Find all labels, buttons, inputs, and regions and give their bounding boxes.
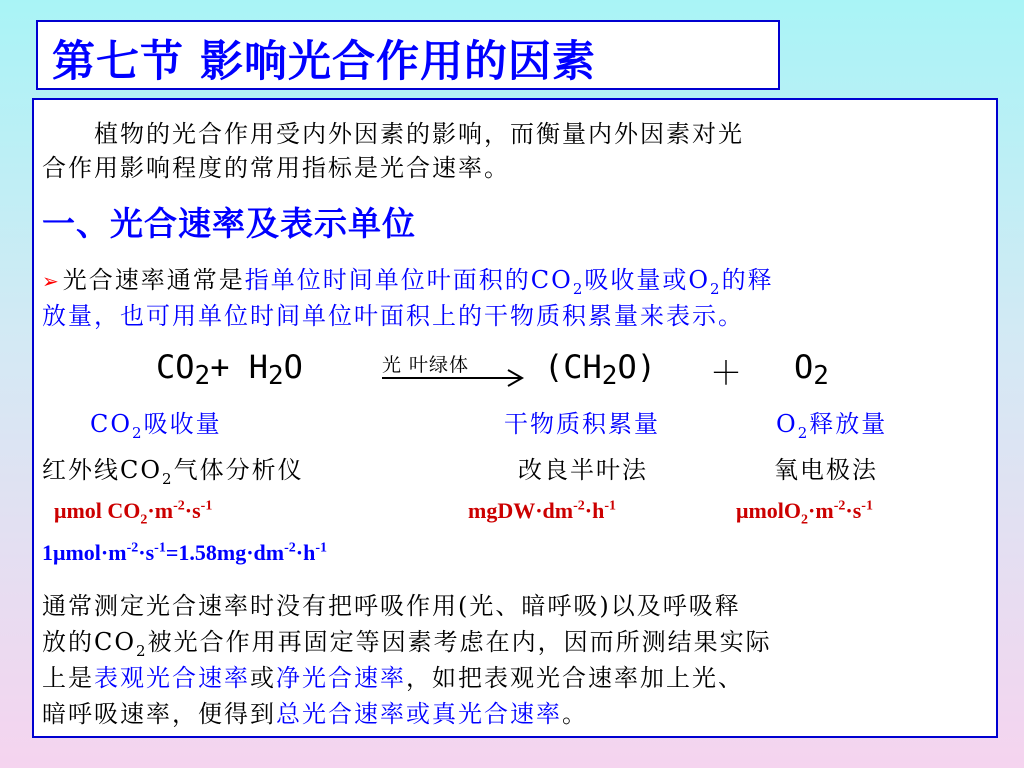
apparent-rate: 表观光合速率 — [94, 664, 250, 692]
method-infrared: 红外线$CO_2$气体分析仪 — [42, 456, 304, 488]
title-box — [36, 20, 780, 90]
unit-co2: μmol $CO_2\cdot m^{-2}\cdot s^{-1}$ — [54, 498, 213, 528]
intro-line-2: 合作用影响程度的常用指标是光合速率。 — [42, 154, 510, 182]
slide-title: 第七节 影响光合作用的因素 — [52, 37, 596, 87]
definition-blue-1: 指单位时间单位叶面积的CO — [244, 266, 573, 294]
definition-line-2: 放量，也可用单位时间单位叶面积上的干物质积累量来表示。 — [42, 302, 744, 330]
unit-dry-weight: $mgDW\cdot dm^{-2}\cdot h^{-1}$ — [468, 498, 617, 523]
definition-blue-2: 吸收量或O — [584, 266, 711, 294]
definition-sub-co2: 2 — [572, 279, 585, 298]
definition-sub-o2: 2 — [710, 279, 722, 298]
content-box — [32, 98, 998, 738]
right-arrow-icon — [380, 350, 530, 390]
section-heading: 一、光合速率及表示单位 — [42, 204, 416, 243]
red-triangle-bullet-icon: ➢ — [42, 269, 61, 293]
note-line-4: 暗呼吸速率，便得到总光合速率或真光合速率。 — [42, 700, 588, 728]
measure-o2-release: $O_2$释放量 — [776, 410, 888, 442]
equation-plus: ＋ — [710, 354, 743, 392]
measure-dry-matter: 干物质积累量 — [504, 410, 660, 438]
equation-product-1: $(CH_2O)$ — [544, 348, 656, 391]
unit-o2: $\mu molO_2\cdot m^{-2}\cdot s^{-1}$ — [736, 498, 873, 528]
measure-co2-absorb: $CO_2$吸收量 — [90, 410, 222, 442]
definition-prefix: 光合速率通常是 — [62, 266, 245, 294]
note-line-3: 上是表观光合速率或净光合速率，如把表观光合速率加上光、 — [42, 664, 744, 692]
definition-blue-3: 的释 — [721, 266, 774, 294]
reaction-arrow-group — [380, 350, 530, 390]
unit-conversion: $1\mu mol\cdot m^{-2}\cdot s^{-1}=1.58mg\cdot dm^{-2}\cdot h^{-1}$ — [42, 540, 328, 565]
arrow-label: 光 叶绿体 — [382, 354, 470, 376]
gross-rate: 总光合速率或真光合速率 — [276, 700, 562, 728]
equation-reactants: $CO_2+ H_2O$ — [156, 348, 303, 391]
method-half-leaf: 改良半叶法 — [518, 456, 648, 484]
method-oxygen-electrode: 氧电极法 — [774, 456, 878, 484]
intro-line-1: 植物的光合作用受内外因素的影响，而衡量内外因素对光 — [42, 120, 744, 148]
net-rate: 净光合速率 — [276, 664, 406, 692]
definition-line-1 — [42, 260, 774, 298]
equation-product-2: $O_2$ — [794, 348, 829, 391]
note-line-2: 放的$CO_2$被光合作用再固定等因素考虑在内，因而所测结果实际 — [42, 628, 772, 660]
note-line-1: 通常测定光合速率时没有把呼吸作用(光、暗呼吸)以及呼吸释 — [42, 592, 741, 620]
